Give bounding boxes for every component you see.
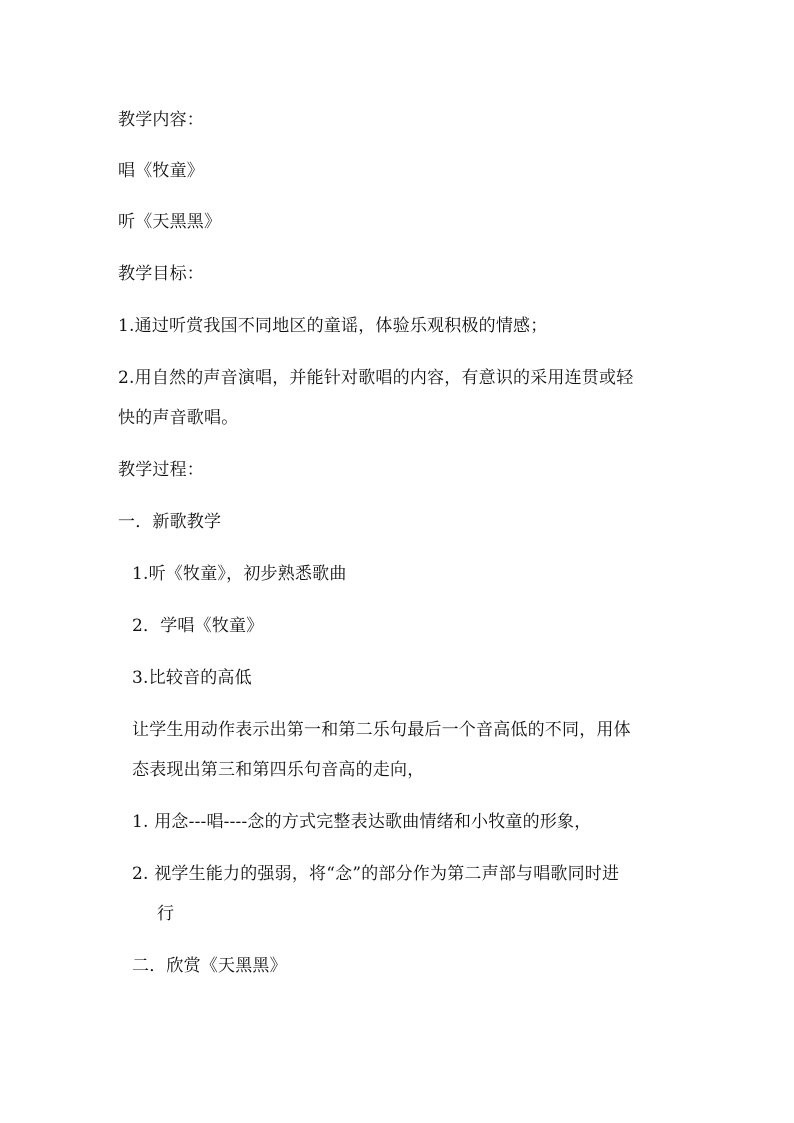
step-3-compare: 3.比较音的高低 (132, 668, 252, 688)
goal-item-2: 2.用自然的声音演唱，并能针对歌唱的内容，有意识的采用连贯或轻 (118, 368, 634, 388)
heading-teaching-process: 教学过程： (118, 460, 204, 480)
goal-item-1: 1.通过听赏我国不同地区的童谣，体验乐观积极的情感； (118, 316, 548, 336)
heading-teaching-content: 教学内容： (118, 110, 204, 130)
section-new-song: 一．新歌教学 (118, 512, 222, 532)
content-item-sing: 唱《牧童》 (118, 161, 204, 181)
step-1-listen: 1.听《牧童》，初步熟悉歌曲 (132, 564, 347, 584)
section-appreciation: 二．欣赏《天黑黑》 (132, 956, 287, 976)
sub-item-2: 2. 视学生能力的强弱，将“念”的部分作为第二声部与唱歌同时进 (132, 864, 620, 884)
step-2-learn: 2．学唱《牧童》 (132, 616, 264, 636)
content-item-listen: 听《天黑黑》 (118, 212, 222, 232)
heading-teaching-goals: 教学目标： (118, 264, 204, 284)
paragraph-actions-continued: 态表现出第三和第四乐句音高的走向， (132, 760, 425, 780)
sub-item-1: 1. 用念---唱----念的方式完整表达歌曲情绪和小牧童的形象， (132, 812, 592, 832)
paragraph-actions: 让学生用动作表示出第一和第二乐句最后一个音高低的不同，用体 (132, 720, 631, 740)
goal-item-2-continued: 快的声音歌唱。 (118, 408, 239, 428)
sub-item-2-continued: 行 (157, 904, 175, 924)
